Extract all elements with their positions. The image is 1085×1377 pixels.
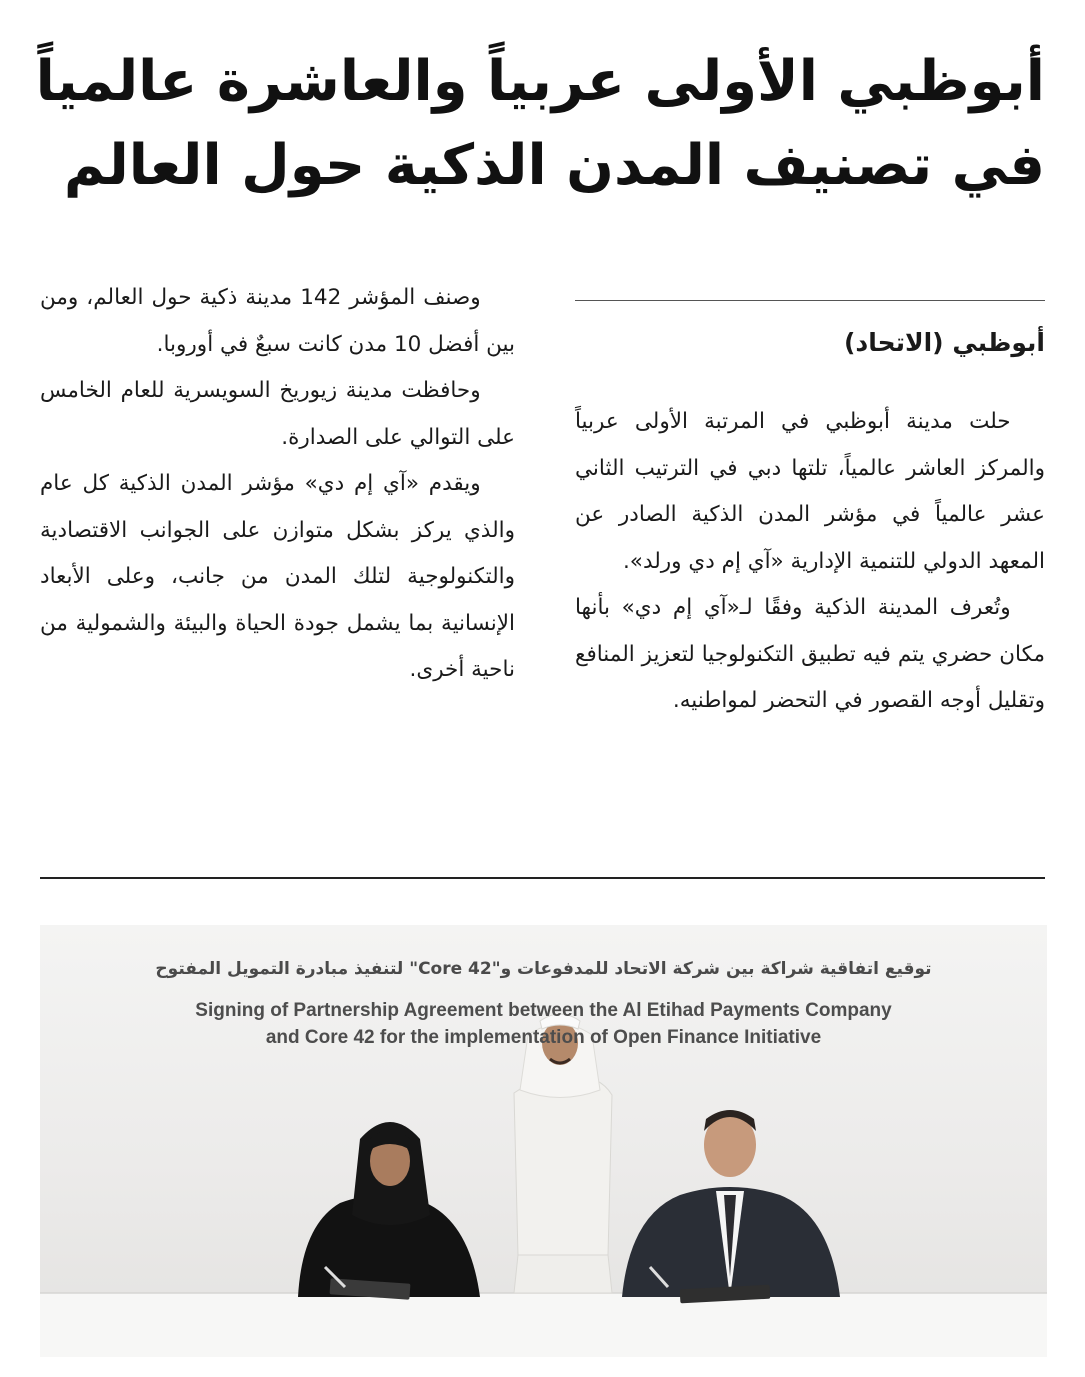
photo-illustration — [40, 925, 1047, 1357]
seated-woman-figure — [298, 1122, 480, 1300]
signing-table — [40, 1293, 1047, 1357]
section-divider — [40, 877, 1045, 879]
banner-english-line-1: Signing of Partnership Agreement between the Al Etihad Payments Company — [195, 1000, 892, 1021]
article-column-left — [40, 275, 515, 694]
paragraph: حلت مدينة أبوظبي في المرتبة الأولى عربياً والمركز العاشر عالمياً، تلتها دبي في الترتيب الثاني عشر عالمياً في مؤشر المدن الذكية الصادر عن المعهد الدولي للتنمية الإدارية «آي إم دي ورلد». — [575, 409, 1045, 574]
signing-ceremony-photo — [40, 925, 1047, 1357]
paragraph: وحافظت مدينة زيوريخ السويسرية للعام الخامس على التوالي على الصدارة. — [40, 378, 515, 450]
banner-english-text — [40, 997, 1047, 1051]
article-body-left — [40, 275, 515, 694]
banner-english-line-2: and Core 42 for the implementation of Open Finance Initiative — [265, 1027, 822, 1048]
article-dateline: أبوظبي (الاتحاد) — [843, 328, 1045, 357]
banner-arabic-text: توقيع اتفاقية شراكة بين شركة الاتحاد للمدفوعات و"Core 42" لتنفيذ مبادرة التمويل المفتوح — [155, 959, 932, 979]
headline-line-1: أبوظبي الأولى عربياً والعاشرة عالمياً — [35, 49, 1045, 114]
article-headline — [35, 40, 1045, 208]
standing-official-figure — [514, 1014, 612, 1293]
paragraph: وصنف المؤشر 142 مدينة ذكية حول العالم، ومن بين أفضل 10 مدن كانت سبعٌ في أوروبا. — [40, 285, 515, 357]
headline-line-2: في تصنيف المدن الذكية حول العالم — [63, 133, 1045, 198]
article-body-right — [575, 399, 1045, 725]
paragraph: ويقدم «آي إم دي» مؤشر المدن الذكية كل عام والذي يركز بشكل متوازن على الجوانب الاقتصادية والتكنولوجية لتلك المدن من جانب، وعلى الأبعاد الإنسانية بما يشمل جودة الحياة والبيئة والشمولية من ناحية أخرى. — [40, 471, 515, 682]
seated-man-figure — [622, 1110, 840, 1303]
paragraph: وتُعرف المدينة الذكية وفقًا لـ«آي إم دي» بأنها مكان حضري يتم فيه تطبيق التكنولوجيا لتعزيز المنافع وتقليل أوجه القصور في التحضر لمواطنيه. — [575, 595, 1045, 713]
column-divider — [575, 300, 1045, 301]
article-column-right — [575, 300, 1045, 725]
